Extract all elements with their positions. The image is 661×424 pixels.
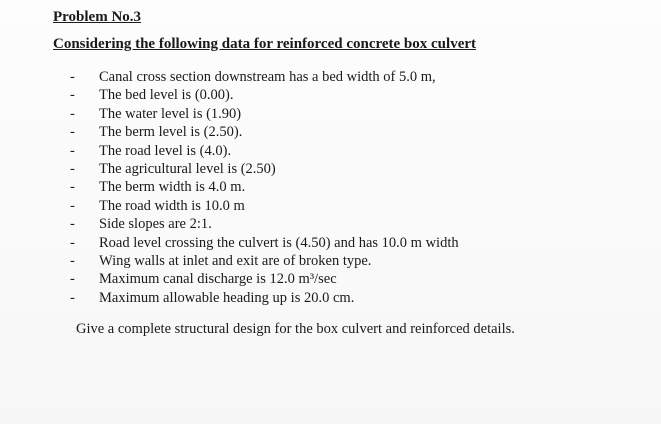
list-item — [70, 86, 459, 104]
list-item — [70, 289, 459, 307]
bullet-dash: - — [70, 160, 75, 177]
list-item-text: The bed level is (0.00). — [99, 87, 234, 104]
data-list — [70, 68, 459, 307]
bullet-dash: - — [70, 69, 75, 85]
bullet-dash: - — [70, 252, 75, 269]
list-item-text: Maximum allowable heading up is 20.0 cm. — [99, 289, 355, 306]
list-item-text: The road width is 10.0 m — [99, 197, 245, 214]
list-item — [70, 123, 459, 141]
list-item-text: The agricultural level is (2.50) — [99, 160, 276, 177]
list-item — [70, 215, 459, 233]
list-item — [70, 142, 459, 160]
list-item-text: The berm width is 4.0 m. — [99, 179, 246, 196]
bullet-dash: - — [70, 87, 75, 104]
list-item — [70, 234, 459, 252]
closing-instruction: Give a complete structural design for the box culvert and reinforced details. — [76, 321, 515, 337]
list-item — [70, 105, 459, 123]
bullet-dash: - — [70, 142, 75, 159]
problem-number: Problem No.3 — [53, 9, 142, 25]
bullet-dash: - — [70, 124, 75, 141]
bullet-dash: - — [70, 216, 75, 233]
list-item — [70, 68, 459, 86]
list-item — [70, 270, 459, 288]
list-item — [70, 252, 459, 270]
bullet-dash: - — [70, 197, 75, 214]
list-item — [70, 160, 459, 178]
bullet-dash: - — [70, 179, 75, 196]
list-item-text: Road level crossing the culvert is (4.50) and has 10.0 m width — [99, 234, 459, 251]
list-item-text: Canal cross section downstream has a bed width of 5.0 m, — [99, 69, 436, 85]
problem-heading: Considering the following data for reinforced concrete box culvert — [53, 36, 477, 52]
list-item-text: Maximum canal discharge is 12.0 m³/sec — [99, 271, 337, 288]
bullet-dash: - — [70, 234, 75, 251]
list-item — [70, 197, 459, 215]
bullet-dash: - — [70, 271, 75, 288]
list-item-text: Side slopes are 2:1. — [99, 216, 212, 233]
bullet-dash: - — [70, 289, 75, 306]
bullet-dash: - — [70, 105, 75, 122]
list-item-text: The water level is (1.90) — [99, 105, 242, 122]
list-item-text: Wing walls at inlet and exit are of broken type. — [99, 252, 372, 269]
list-item-text: The berm level is (2.50). — [99, 124, 243, 141]
list-item-text: The road level is (4.0). — [99, 142, 232, 159]
list-item — [70, 178, 459, 196]
